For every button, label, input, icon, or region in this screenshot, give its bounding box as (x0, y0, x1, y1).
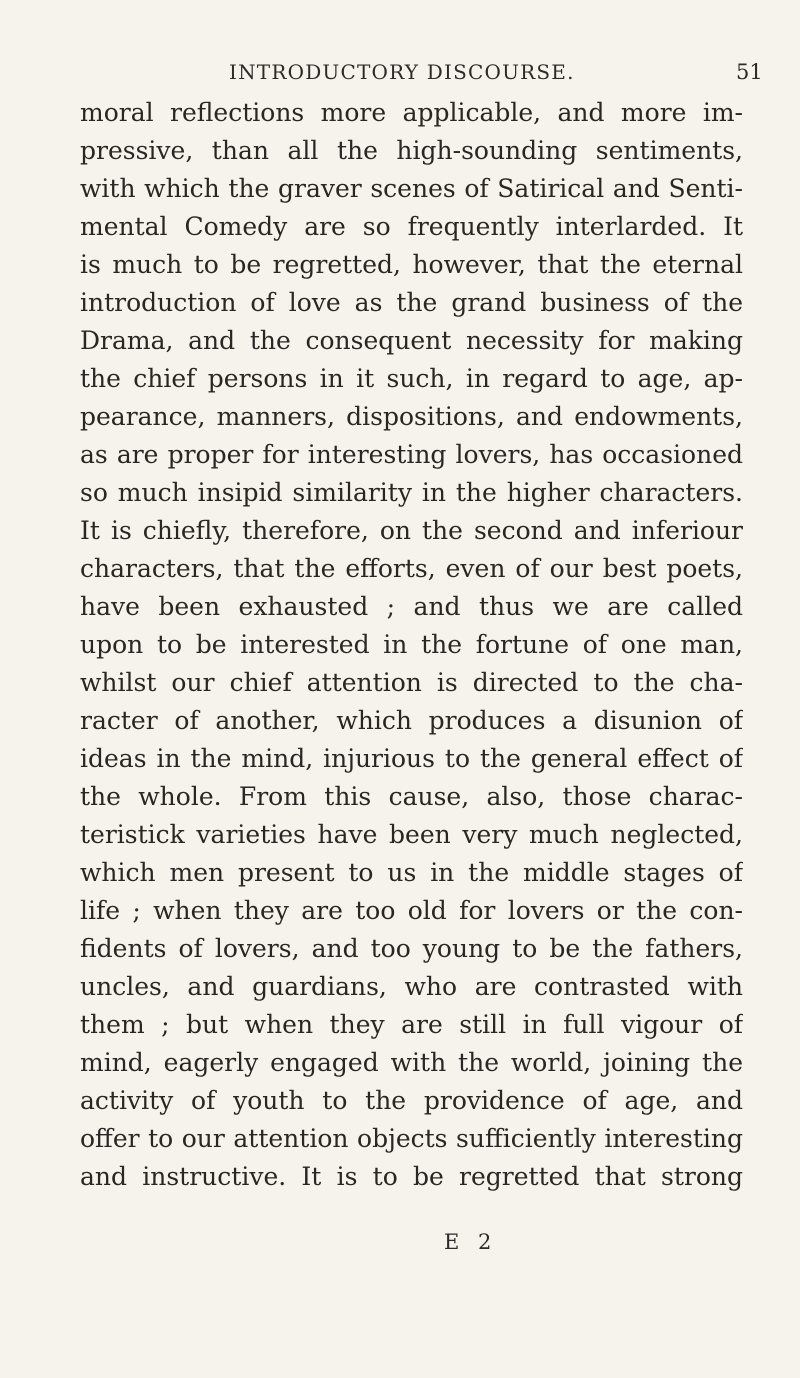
text-line: life ; when they are too old for lovers or the con- (80, 896, 743, 925)
text-line: with which the graver scenes of Satirical and Senti- (80, 174, 743, 203)
text-line: so much insipid similarity in the higher characters. (80, 478, 743, 507)
text-line: offer to our attention objects sufficiently interesting (80, 1124, 743, 1153)
text-line: pearance, manners, dispositions, and endowments, (80, 402, 743, 431)
page-number: 51 (736, 60, 763, 84)
body-text (80, 94, 743, 1196)
text-line: them ; but when they are still in full vigour of (80, 1010, 743, 1039)
text-line: fidents of lovers, and too young to be the fathers, (80, 934, 743, 963)
text-line: have been exhausted ; and thus we are called (80, 592, 743, 621)
text-line: uncles, and guardians, who are contrasted with (80, 972, 743, 1001)
text-line: Drama, and the consequent necessity for making (80, 326, 743, 355)
text-line: racter of another, which produces a disunion of (80, 706, 743, 735)
text-line: as are proper for interesting lovers, has occasioned (80, 440, 743, 469)
text-line: upon to be interested in the fortune of one man, (80, 630, 743, 659)
text-line: mind, eagerly engaged with the world, joining the (80, 1048, 743, 1077)
text-line: whilst our chief attention is directed to the cha- (80, 668, 743, 697)
text-line: moral reflections more applicable, and more im- (80, 98, 743, 127)
text-line: teristick varieties have been very much neglected, (80, 820, 743, 849)
text-line: and instructive. It is to be regretted that strong (80, 1162, 743, 1191)
running-head: INTRODUCTORY DISCOURSE. (229, 60, 575, 84)
text-line: characters, that the efforts, even of our best poets, (80, 554, 743, 583)
text-line: pressive, than all the high-sounding sentiments, (80, 136, 743, 165)
text-line: the whole. From this cause, also, those charac- (80, 782, 743, 811)
text-line: is much to be regretted, however, that the eternal (80, 250, 743, 279)
text-line: ideas in the mind, injurious to the general effect of (80, 744, 743, 773)
text-line: mental Comedy are so frequently interlarded. It (80, 212, 743, 241)
text-line: the chief persons in it such, in regard to age, ap- (80, 364, 743, 393)
text-line: It is chiefly, therefore, on the second and inferiour (80, 516, 743, 545)
text-line: which men present to us in the middle stages of (80, 858, 743, 887)
text-line: introduction of love as the grand business of the (80, 288, 743, 317)
text-line: activity of youth to the providence of age, and (80, 1086, 743, 1115)
signature-mark: E 2 (444, 1230, 498, 1254)
